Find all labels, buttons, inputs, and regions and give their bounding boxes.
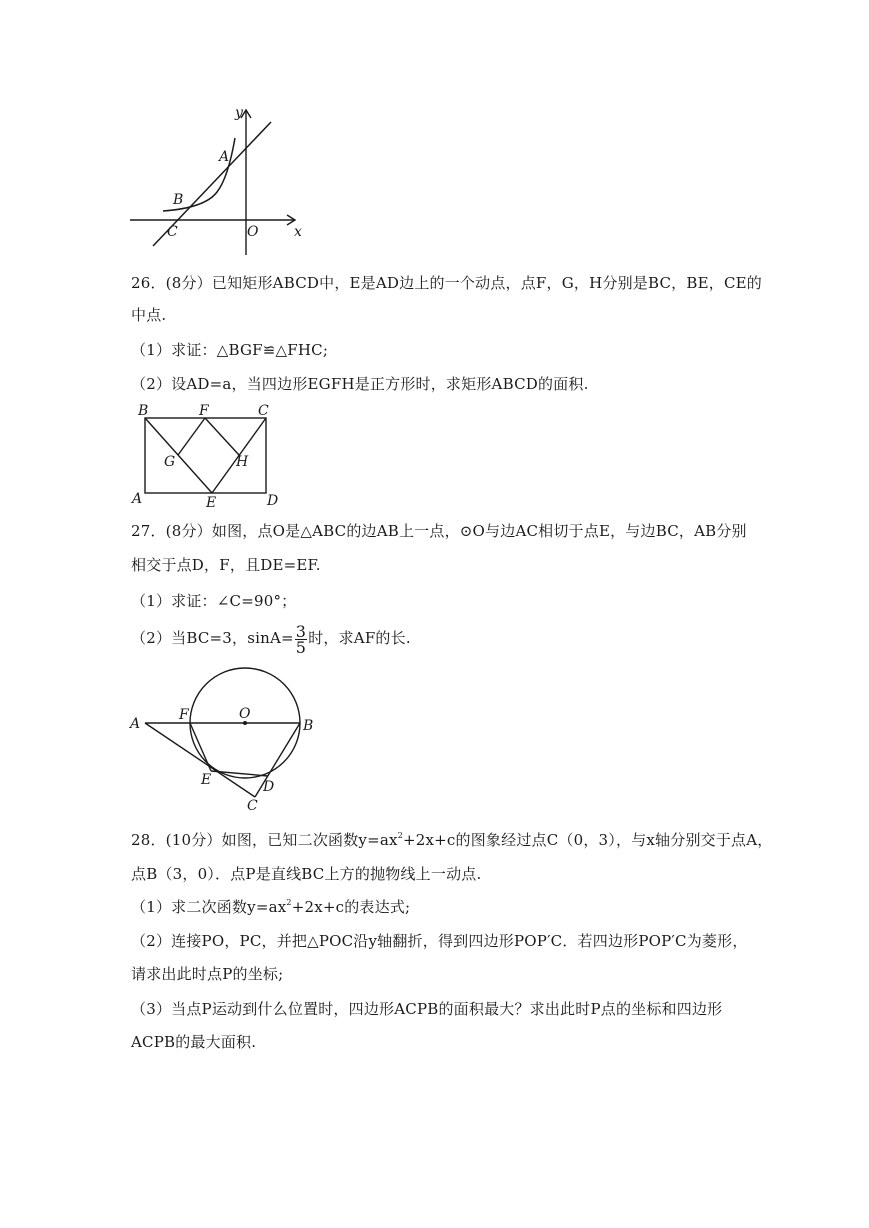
fraction-3-5 [295,621,307,657]
figure-rectangle-q26 [130,400,290,510]
q27-part-2-prefix: （2）当BC=3，sinA= [131,629,294,647]
circle-point-b: B [303,718,314,734]
circle-point-o: O [239,706,251,722]
q27-line-2: 相交于点D，F，且DE=EF. [131,556,321,574]
point-c-label: C [167,224,178,240]
q28-part-2-line-2: 请求出此时点P的坐标; [131,965,284,983]
q27-line-1: 27．(8分）如图，点O是△ABC的边AB上一点，⊙O与边AC相切于点E，与边BC，AB分别 [131,522,747,540]
q27-part-2 [131,622,411,655]
rect-point-h: H [236,454,249,470]
figure-graph-q25 [125,100,305,260]
rect-point-a: A [132,491,143,507]
q28-line-1-a: 28．(10分）如图，已知二次函数y=ax [131,831,398,849]
circle-point-a: A [130,716,141,732]
q28-line-1-sup: 2 [397,831,403,840]
circle-point-d: D [263,779,275,795]
fraction-denominator: 5 [295,637,307,657]
q27-part-2-suffix: 时，求AF的长. [308,629,411,647]
q26-part-1: （1）求证：△BGF≌△FHC; [131,341,329,359]
origin-label: O [247,224,259,240]
x-axis-label: x [294,224,302,240]
y-axis-label: y [235,105,243,121]
rect-point-c: C [258,403,269,419]
point-b-label: B [173,192,184,208]
q27-part-1: （1）求证：∠C=90°； [131,592,297,610]
q26-line-1: 26．(8分）已知矩形ABCD中，E是AD边上的一个动点，点F，G，H分别是BC，BE，CE的 [131,274,762,292]
q28-part-2-line-1: （2）连接PO，PC，并把△POC沿y轴翻折，得到四边形POP′C．若四边形POP′C为菱形， [131,932,748,950]
q28-part-1-a: （1）求二次函数y=ax [131,898,287,916]
figure-circle-q27 [125,665,335,815]
fraction-numerator: 3 [295,621,307,641]
q28-part-1 [131,897,410,917]
q28-line-1 [131,830,772,850]
q28-line-1-b: +2x+c的图象经过点C（0，3），与x轴分别交于点A， [402,831,773,849]
point-a-label: A [219,149,230,165]
q28-part-1-sup: 2 [286,898,292,907]
rect-point-d: D [267,493,279,509]
rect-point-g: G [164,454,176,470]
circle-point-c: C [247,798,258,814]
q26-part-2: （2）设AD=a，当四边形EGFH是正方形时，求矩形ABCD的面积. [131,375,589,393]
q28-part-3-line-1: （3）当点P运动到什么位置时，四边形ACPB的面积最大？求出此时P点的坐标和四边形 [131,1000,723,1018]
q26-line-2: 中点. [131,306,167,324]
circle-point-f: F [179,707,189,723]
rect-point-b: B [138,403,149,419]
q28-part-3-line-2: ACPB的最大面积. [131,1033,257,1051]
q28-part-1-b: +2x+c的表达式; [291,898,411,916]
rect-point-e: E [206,495,217,510]
circle-point-e: E [201,772,212,788]
rect-point-f: F [199,403,209,419]
q28-line-2: 点B（3，0）．点P是直线BC上方的抛物线上一动点. [131,865,482,883]
